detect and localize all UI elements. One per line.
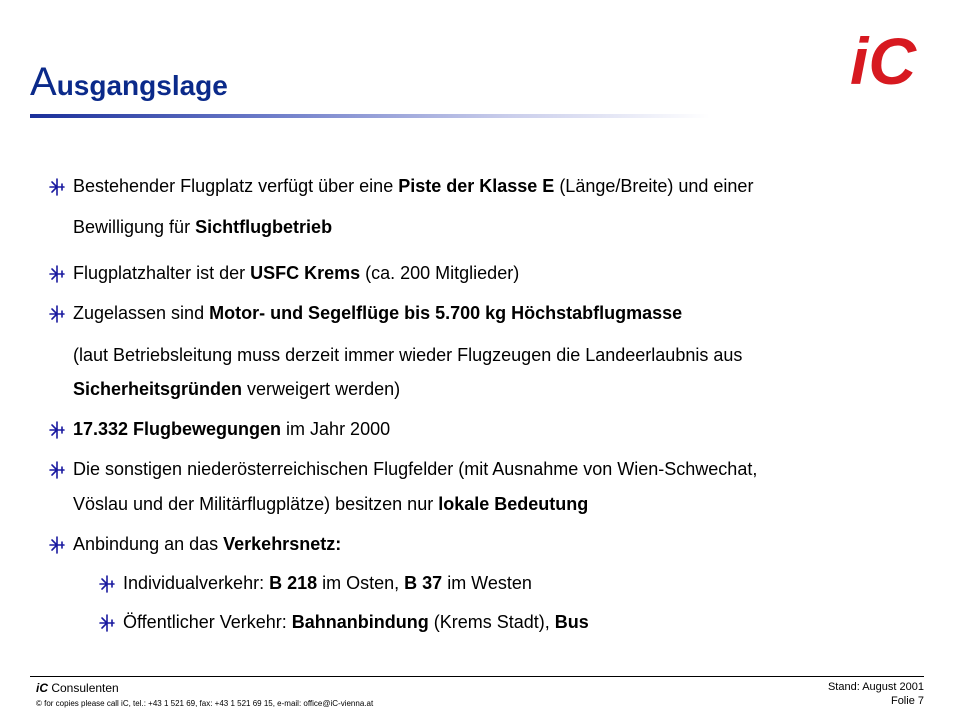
bullet-text-line: [73, 378, 400, 400]
text-segment: (Krems Stadt),: [428, 612, 555, 632]
page-title: [30, 62, 228, 102]
bullet-text-line: [73, 533, 341, 555]
bold-text: Bahnanbindung: [291, 612, 429, 632]
footer-company-name: Consulenten: [48, 681, 119, 695]
bullet-text-line: [123, 572, 532, 594]
bullet-text-line: [73, 344, 742, 366]
bold-text: USFC Krems: [250, 263, 361, 283]
text-segment: Zugelassen sind: [73, 303, 210, 323]
text-segment: Bestehender Flugplatz verfügt über eine: [73, 176, 399, 196]
text-segment: im Jahr 2000: [281, 419, 391, 439]
footer-divider: [30, 676, 924, 677]
title-rest: usgangslage: [56, 70, 228, 101]
bold-text: lokale Bedeutung: [438, 494, 589, 514]
bullet-text-line: [73, 216, 332, 238]
bold-text: B 37: [404, 573, 443, 593]
bold-text: Sicherheitsgründen: [73, 379, 243, 399]
text-segment: Öffentlicher Verkehr:: [123, 612, 292, 632]
text-segment: verweigert werden): [242, 379, 401, 399]
text-segment: im Westen: [442, 573, 532, 593]
footer-slide-number: Folie 7: [890, 695, 924, 707]
text-segment: im Osten,: [317, 573, 405, 593]
bullet-text-line: [123, 611, 589, 633]
bold-text: Motor- und Segelflüge bis 5.700 kg Höchstabflugmasse: [209, 303, 683, 323]
text-segment: Bewilligung für: [73, 217, 196, 237]
airplane-bullet-icon: [48, 178, 66, 196]
text-segment: Individualverkehr:: [123, 573, 270, 593]
bold-text: B 218: [269, 573, 318, 593]
text-segment: Die sonstigen niederösterreichischen Flugfelder (mit Ausnahme von Wien-Schwechat,: [73, 459, 758, 479]
bullet-text-line: [73, 493, 588, 515]
ic-logo: [848, 24, 942, 96]
footer-date: Stand: August 2001: [827, 681, 924, 693]
airplane-bullet-icon: [48, 265, 66, 283]
airplane-bullet-icon: [48, 421, 66, 439]
bold-text: Bus: [554, 612, 589, 632]
text-segment: (ca. 200 Mitglieder): [360, 263, 520, 283]
bold-text: Verkehrsnetz:: [223, 534, 342, 554]
airplane-bullet-icon: [48, 305, 66, 323]
footer-company-ic: iC: [36, 681, 48, 695]
airplane-bullet-icon: [48, 536, 66, 554]
bullet-text-line: [73, 175, 753, 197]
text-segment: Flugplatzhalter ist der: [73, 263, 251, 283]
airplane-bullet-icon: [98, 614, 116, 632]
text-segment: (Länge/Breite) und einer: [554, 176, 754, 196]
text-segment: Vöslau und der Militärflugplätze) besitzen nur: [73, 494, 439, 514]
airplane-bullet-icon: [98, 575, 116, 593]
bullet-text-line: [73, 262, 519, 284]
airplane-bullet-icon: [48, 461, 66, 479]
bullet-text-line: [73, 418, 390, 440]
bold-text: 17.332 Flugbewegungen: [73, 419, 282, 439]
title-first-letter: A: [30, 60, 57, 104]
footer-company: [36, 681, 119, 695]
text-segment: (laut Betriebsleitung muss derzeit immer wieder Flugzeugen die Landeerlaubnis aus: [73, 345, 743, 365]
footer-copyright: © for copies please call iC, tel.: +43 1 521 69, fax: +43 1 521 69 15, e-mail: office@iC-vienna.at: [36, 699, 374, 708]
bullet-text-line: [73, 302, 682, 324]
bold-text: Sichtflugbetrieb: [195, 217, 333, 237]
bold-text: Piste der Klasse E: [398, 176, 555, 196]
title-underline: [30, 114, 710, 118]
bullet-text-line: [73, 458, 757, 480]
logo-text: iC: [850, 24, 916, 96]
text-segment: Anbindung an das: [73, 534, 224, 554]
